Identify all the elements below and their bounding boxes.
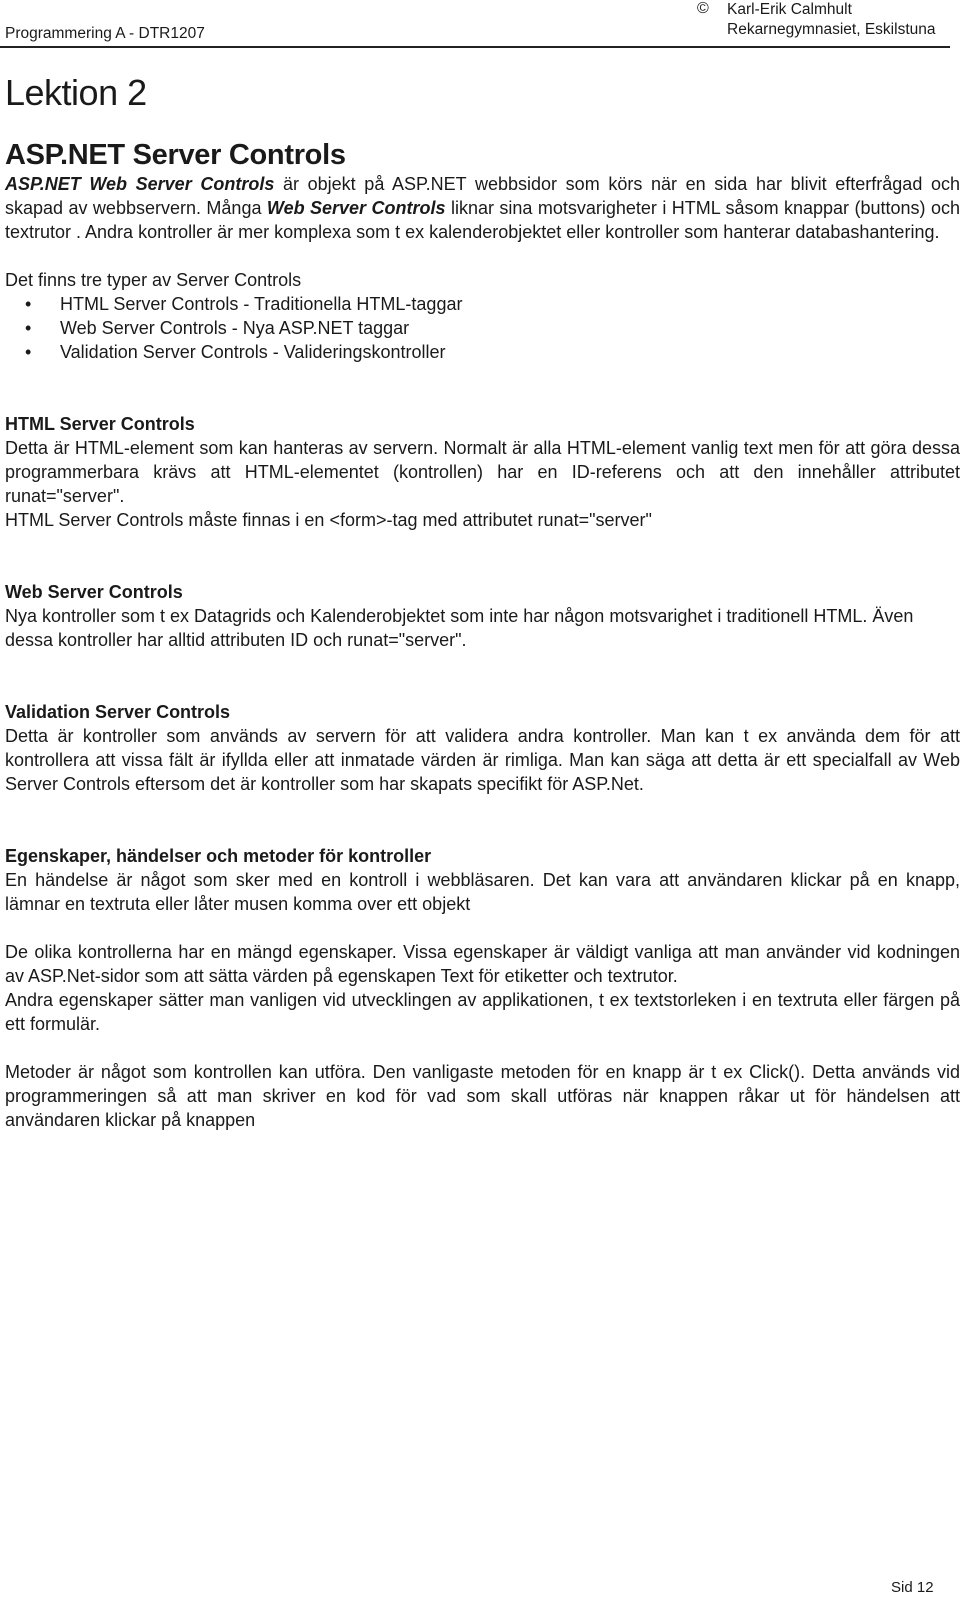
properties-paragraph-2: Andra egenskaper sätter man vanligen vid utvecklingen av applikationen, t ex textstorleken i en textruta eller färgen på ett formulär.	[5, 990, 960, 1034]
properties-paragraph: De olika kontrollerna har en mängd egenskaper. Vissa egenskaper är väldigt vanliga att man använder vid kodningen av ASP.Net-sidor som att sätta värden på egenskapen Text för etiketter och textrutor.	[5, 942, 960, 986]
document-body	[5, 138, 960, 1132]
intro-paragraph	[5, 172, 960, 244]
school-name: Rekarnegymnasiet, Eskilstuna	[727, 21, 936, 38]
page-header	[0, 0, 950, 48]
course-code: Programmering A - DTR1207	[5, 25, 205, 42]
bullet-icon: •	[25, 342, 32, 362]
heading-html-server-controls: HTML Server Controls	[5, 414, 195, 434]
emphasis-asp-net-web-server-controls: ASP.NET Web Server Controls	[5, 174, 275, 194]
author-block	[727, 0, 936, 40]
validation-controls-paragraph: Detta är kontroller som används av servern för att validera andra kontroller. Man kan t ex använda dem för att kontrollera att vissa fält är ifyllda eller att inmatade värden är rimliga. Man kan säga att detta är ett specialfall av Web Server Controls eftersom det är kontroller som har skapats specifikt för ASP.Net.	[5, 726, 960, 794]
section-title: ASP.NET Server Controls	[5, 139, 346, 171]
web-controls-paragraph: Nya kontroller som t ex Datagrids och Kalenderobjektet som inte har någon motsvarighet i traditionell HTML. Även dessa kontroller har alltid attributen ID och runat="server".	[5, 606, 914, 650]
author-name: Karl-Erik Calmhult	[727, 1, 852, 18]
list-item: • Web Server Controls - Nya ASP.NET taggar	[25, 318, 410, 338]
html-controls-paragraph: Detta är HTML-element som kan hanteras av servern. Normalt är alla HTML-element vanlig text men för att göra dessa programmerbara krävs att HTML-elementet (kontrollen) har en ID-referens och att den innehåller attributet runat="server".	[5, 438, 960, 506]
types-list	[5, 292, 960, 364]
page-number: Sid 12	[891, 1579, 934, 1596]
bullet-icon: •	[25, 294, 32, 314]
copyright-symbol: ©	[697, 0, 709, 17]
emphasis-web-server-controls: Web Server Controls	[266, 198, 446, 218]
list-item: • HTML Server Controls - Traditionella HTML-taggar	[25, 294, 463, 314]
intro-text-2: liknar sina motsvarigheter i HTML såsom knappar (buttons) och textrutor . Andra kontroller är mer komplexa som t ex kalenderobjektet eller kontroller som hanterar databashantering.	[5, 198, 960, 242]
types-intro: Det finns tre typer av Server Controls	[5, 270, 302, 290]
lesson-title: Lektion 2	[5, 72, 147, 113]
methods-paragraph: Metoder är något som kontrollen kan utföra. Den vanligaste metoden för en knapp är t ex Click(). Detta används vid programmeringen så att man skriver en kod för vad som skall utföras när knappen råkar ut för händelsen att användaren klickar på knappen	[5, 1062, 960, 1130]
heading-web-server-controls: Web Server Controls	[5, 582, 183, 602]
bullet-icon: •	[25, 318, 32, 338]
html-controls-form-note: HTML Server Controls måste finnas i en <form>-tag med attributet runat="server"	[5, 510, 652, 530]
intro-text-1: är objekt på ASP.NET webbsidor som körs när en sida har blivit efterfrågad och skapad av webbservern. Många	[5, 174, 960, 218]
events-paragraph: En händelse är något som sker med en kontroll i webbläsaren. Det kan vara att användaren klickar på en knapp, lämnar en textruta eller låter musen komma over ett objekt	[5, 870, 960, 914]
heading-validation-server-controls: Validation Server Controls	[5, 702, 231, 722]
heading-properties-events-methods: Egenskaper, händelser och metoder för kontroller	[5, 846, 432, 866]
header-divider	[0, 46, 950, 48]
list-item: • Validation Server Controls - Valideringskontroller	[25, 342, 446, 362]
